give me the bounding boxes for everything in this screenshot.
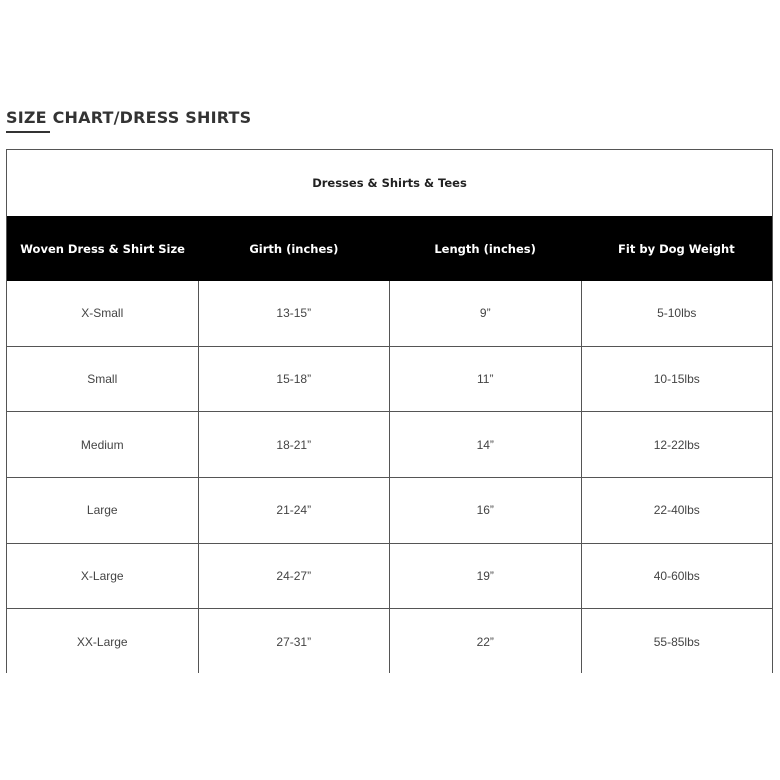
cell-girth: 24-27” — [199, 544, 391, 609]
column-header-size: Woven Dress & Shirt Size — [20, 241, 185, 256]
cell-girth: 18-21” — [199, 412, 391, 477]
column-header-weight: Fit by Dog Weight — [618, 241, 735, 256]
table-row — [7, 281, 772, 347]
table-row — [7, 544, 772, 610]
cell-size: X-Large — [7, 544, 199, 609]
table-caption: Dresses & Shirts & Tees — [312, 176, 467, 190]
cell-weight: 12-22lbs — [653, 437, 700, 452]
cell-length: 19” — [390, 544, 582, 609]
page-title: SIZE CHART/DRESS SHIRTS — [6, 108, 252, 127]
cell-weight: 22-40lbs — [653, 503, 700, 518]
cell-size: Small — [7, 347, 199, 412]
cell-length: 16” — [390, 478, 582, 543]
cell-size: Medium — [7, 412, 199, 477]
cell-size: X-Small — [7, 281, 199, 346]
cell-size: Large — [7, 478, 199, 543]
cell-girth: 27-31” — [199, 609, 391, 673]
table-row — [7, 609, 772, 673]
column-header-length: Length (inches) — [434, 241, 536, 256]
cell-length: 22” — [390, 609, 582, 673]
cell-length: 14” — [390, 412, 582, 477]
table-row — [7, 347, 772, 413]
cell-girth: 13-15” — [199, 281, 391, 346]
size-chart-table — [6, 149, 773, 673]
cell-length: 11” — [390, 347, 582, 412]
table-header-row — [7, 216, 772, 281]
cell-size: XX-Large — [7, 609, 199, 673]
table-row — [7, 478, 772, 544]
cell-weight: 10-15lbs — [653, 372, 700, 387]
table-row — [7, 412, 772, 478]
column-header-girth: Girth (inches) — [249, 241, 339, 256]
cell-weight: 55-85lbs — [653, 634, 700, 649]
title-underline — [6, 131, 50, 133]
cell-girth: 15-18” — [199, 347, 391, 412]
cell-girth: 21-24” — [199, 478, 391, 543]
cell-weight: 40-60lbs — [653, 569, 700, 584]
cell-length: 9” — [390, 281, 582, 346]
cell-weight: 5-10lbs — [657, 306, 697, 321]
